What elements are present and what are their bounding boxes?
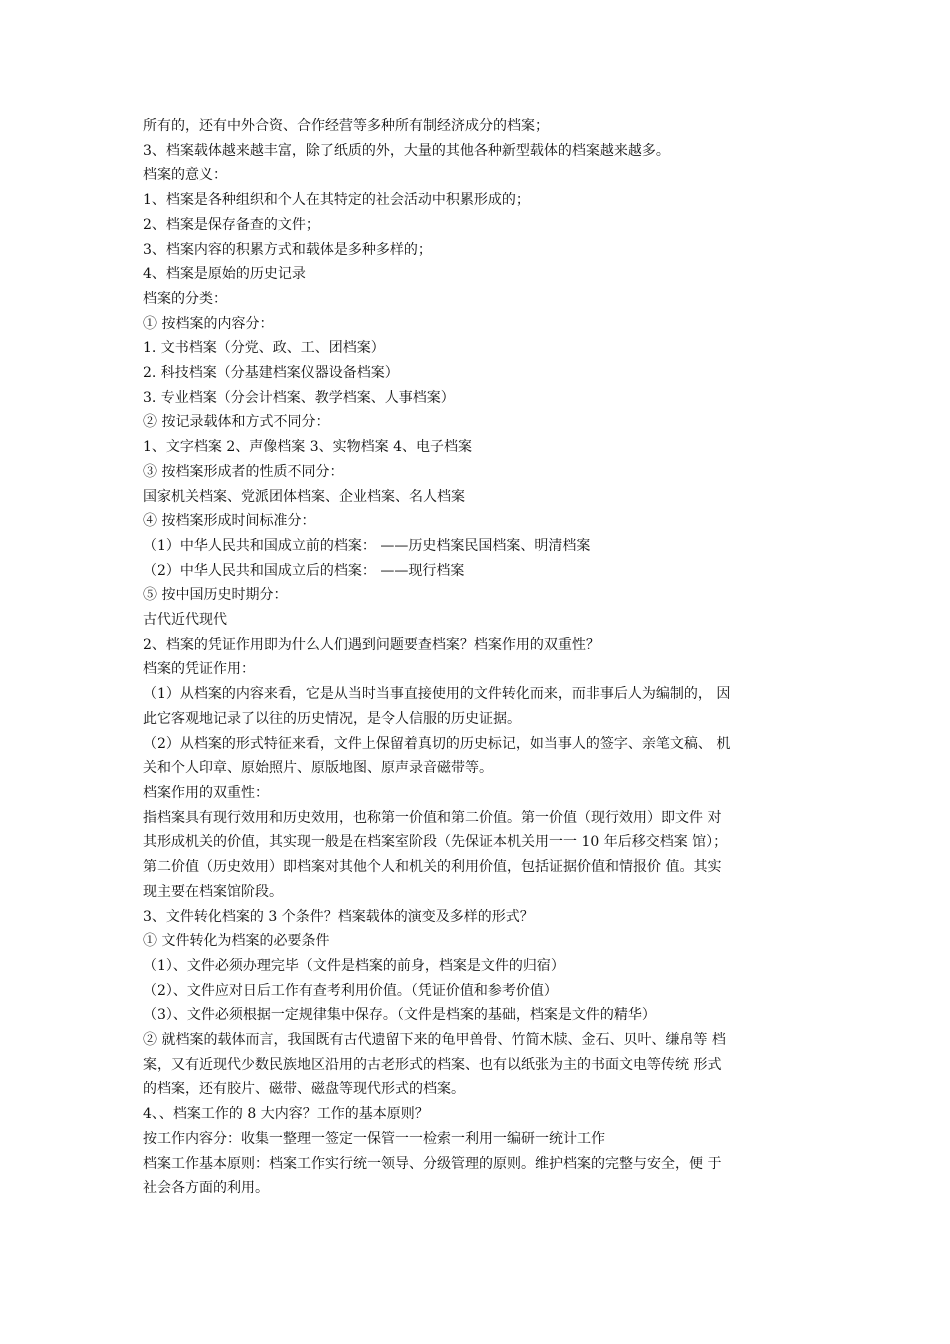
text-line: （1）从档案的内容来看，它是从当时当事直接使用的文件转化而来，而非事后人为编制的， 因 <box>143 686 731 703</box>
text-line: 其形成机关的价值，其实现一般是在档案室阶段（先保证本机关用一一 10 年后移交档案 馆）； <box>143 834 728 851</box>
text-line: 古代近代现代 <box>143 612 227 629</box>
text-line: 3、档案载体越来越丰富，除了纸质的外，大量的其他各种新型载体的档案越来越多。 <box>143 142 670 159</box>
text-line: 所有的，还有中外合资、合作经营等多种所有制经济成分的档案； <box>143 118 549 134</box>
text-line: 现主要在档案馆阶段。 <box>143 883 283 900</box>
question-heading: 2、档案的凭证作用即为什么人们遇到问题要查档案？档案作用的双重性？ <box>143 636 600 653</box>
text-line: 第二价值（历史效用）即档案对其他个人和机关的利用价值，包括证据价值和情报价 值。其实 <box>143 859 722 876</box>
text-line: 3、档案内容的积累方式和载体是多种多样的； <box>143 241 432 258</box>
text-line: 的档案，还有胶片、磁带、磁盘等现代形式的档案。 <box>143 1081 465 1098</box>
text-line: ⑤ 按中国历史时期分： <box>143 587 288 604</box>
text-line: 3. 专业档案（分会计档案、教学档案、人事档案） <box>143 389 455 406</box>
text-line: ③ 按档案形成者的性质不同分： <box>143 463 344 480</box>
section-heading: 档案的凭证作用： <box>143 661 255 678</box>
text-line: 此它客观地记录了以往的历史情况，是令人信服的历史证据。 <box>143 710 521 727</box>
text-line: 1、文字档案 2、声像档案 3、实物档案 4、电子档案 <box>143 439 472 456</box>
question-heading: 3、文件转化档案的 3 个条件？档案载体的演变及多样的形式？ <box>143 908 534 925</box>
text-line: 4、档案是原始的历史记录 <box>143 266 306 283</box>
text-line: （2）从档案的形式特征来看，文件上保留着真切的历史标记，如当事人的签字、亲笔文稿、 机 <box>143 735 731 752</box>
text-line: 1、档案是各种组织和个人在其特定的社会活动中积累形成的； <box>143 192 530 209</box>
document-body <box>143 114 823 1201</box>
text-line: 档案工作基本原则：档案工作实行统一领导、分级管理的原则。维护档案的完整与安全，便 于 <box>143 1155 722 1172</box>
text-line: （1）、文件必须办理完毕（文件是档案的前身，档案是文件的归宿） <box>143 957 565 974</box>
text-line: 社会各方面的利用。 <box>143 1180 269 1197</box>
text-line: （1）中华人民共和国成立前的档案： ——历史档案民国档案、明清档案 <box>143 537 591 554</box>
text-line: ② 就档案的载体而言，我国既有古代遗留下来的龟甲兽骨、竹简木牍、金石、贝叶、缣帛等 档 <box>143 1032 726 1049</box>
text-line: ① 按档案的内容分： <box>143 315 274 332</box>
text-line: 2、档案是保存备查的文件； <box>143 216 320 233</box>
section-heading: 档案的分类： <box>143 290 227 307</box>
text-line: 2. 科技档案（分基建档案仪器设备档案） <box>143 365 399 382</box>
text-line: 案，又有近现代少数民族地区沿用的古老形式的档案、也有以纸张为主的书面文电等传统 形式 <box>143 1056 722 1073</box>
text-line: 1. 文书档案（分党、政、工、团档案） <box>143 340 385 357</box>
text-line: ① 文件转化为档案的必要条件 <box>143 933 330 950</box>
section-heading: 档案作用的双重性： <box>143 784 269 801</box>
text-line: （2）、文件应对日后工作有查考利用价值。（凭证价值和参考价值） <box>143 982 558 999</box>
question-heading: 4、、档案工作的 8 大内容？工作的基本原则？ <box>143 1106 429 1123</box>
text-line: ④ 按档案形成时间标准分： <box>143 513 316 530</box>
text-line: ② 按记录载体和方式不同分： <box>143 414 330 431</box>
text-line: （2）中华人民共和国成立后的档案： ——现行档案 <box>143 562 465 579</box>
text-line: 按工作内容分：收集一整理一签定一保管一一检索一利用一编研一统计工作 <box>143 1130 605 1147</box>
text-line: 指档案具有现行效用和历史效用，也称第一价值和第二价值。第一价值（现行效用）即文件 对 <box>143 809 722 826</box>
text-line: 国家机关档案、党派团体档案、企业档案、名人档案 <box>143 488 465 505</box>
text-line: （3）、文件必须根据一定规律集中保存。（文件是档案的基础，档案是文件的精华） <box>143 1007 656 1024</box>
section-heading: 档案的意义： <box>143 167 227 184</box>
text-line: 关和个人印章、原始照片、原版地图、原声录音磁带等。 <box>143 760 493 777</box>
